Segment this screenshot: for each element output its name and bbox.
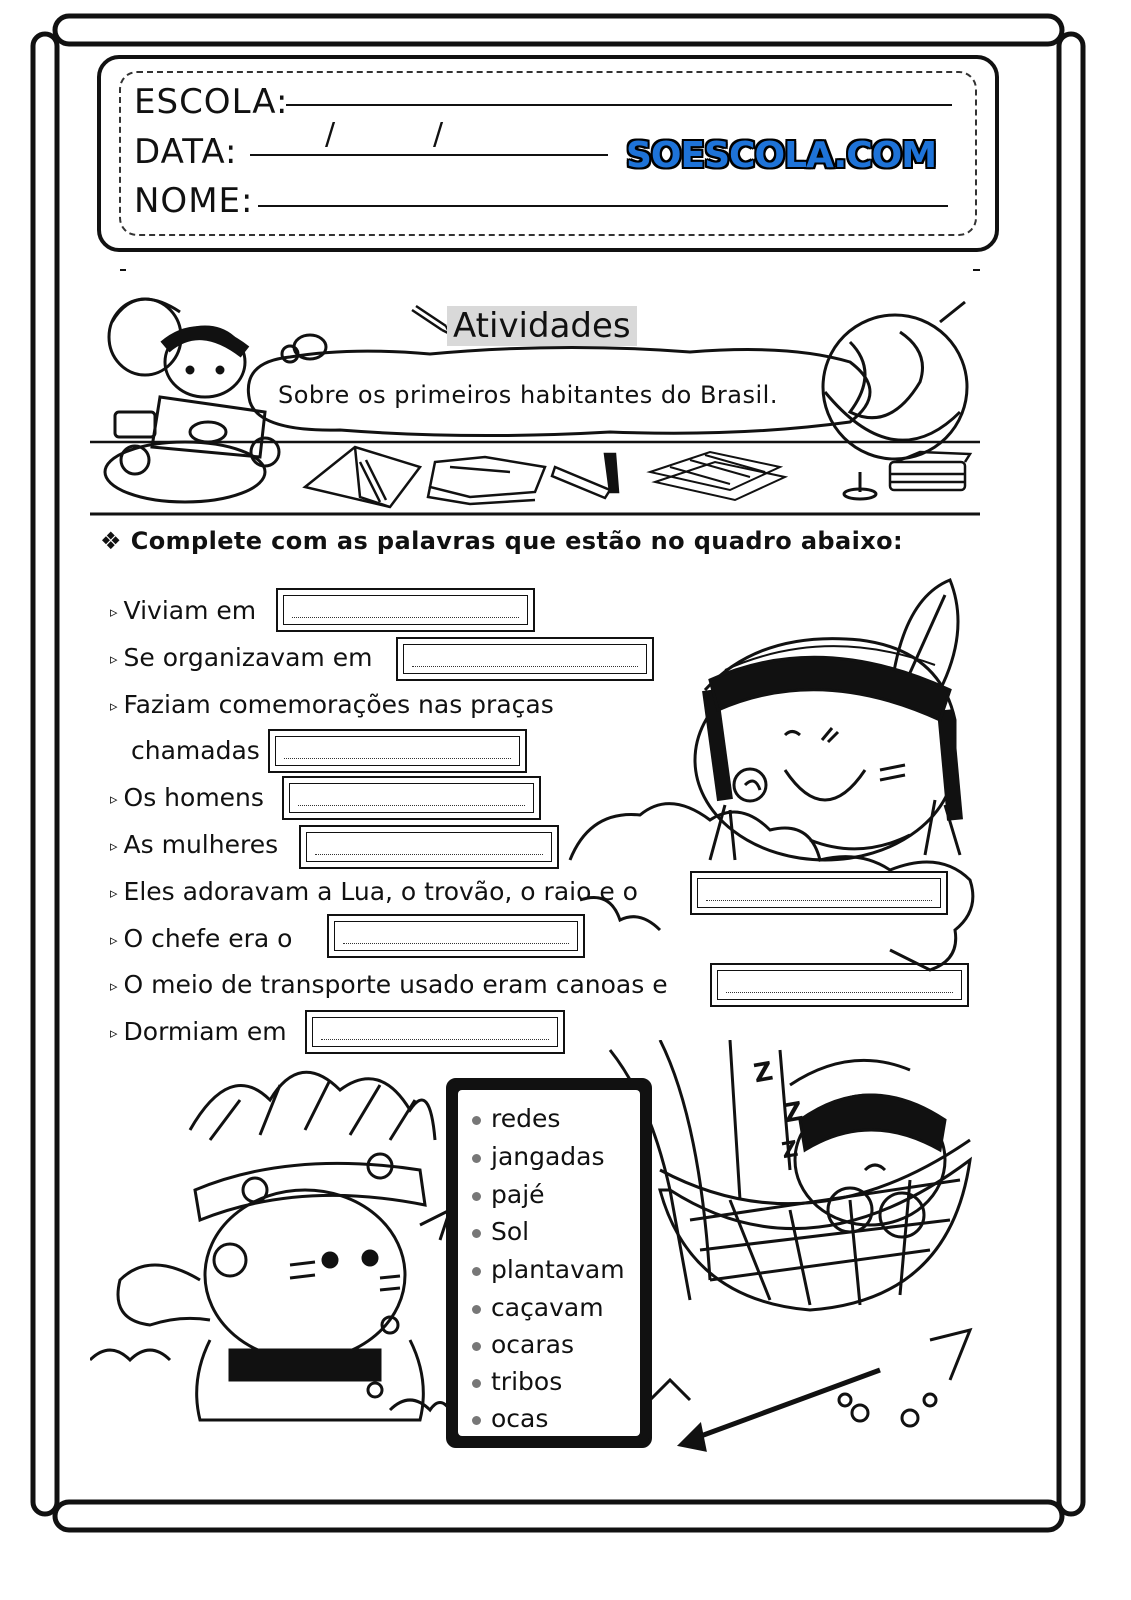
sleep-z-1: Z [751, 1056, 776, 1090]
papers-icon [650, 452, 785, 500]
answer-box-1[interactable] [276, 588, 535, 632]
pencil-icon [412, 306, 450, 334]
book-icon [305, 447, 420, 507]
nome-label: NOME: [134, 181, 254, 221]
dot-icon [472, 1116, 481, 1125]
dot-icon [472, 1305, 481, 1314]
triangle-bullet-icon: ▹ [110, 884, 118, 902]
word-bank-item: jangadas [472, 1142, 605, 1171]
answer-box-5[interactable] [299, 825, 559, 869]
word-bank-item: redes [472, 1104, 560, 1133]
question-7: ▹ O chefe era o [110, 924, 293, 953]
dot-icon [472, 1379, 481, 1388]
word-bank-panel [458, 1090, 640, 1436]
dot-icon [472, 1154, 481, 1163]
instruction-text: Complete com as palavras que estão no quadro abaixo: [130, 527, 903, 555]
data-separator-1: / [325, 117, 337, 152]
children-reading-icon [105, 299, 279, 502]
escola-label: ESCOLA: [134, 82, 289, 122]
dot-icon [472, 1267, 481, 1276]
question-9: ▹ Dormiam em [110, 1017, 287, 1046]
word-bank-item: Sol [472, 1217, 529, 1246]
question-3: ▹ Faziam comemorações nas praças [110, 690, 554, 719]
triangle-bullet-icon: ▹ [110, 790, 118, 808]
word-bank-item: plantavam [472, 1255, 625, 1284]
question-6: ▹ Eles adoravam a Lua, o trovão, o raio e o [110, 877, 638, 906]
question-3-continuation: chamadas [131, 736, 260, 765]
triangle-bullet-icon: ▹ [110, 697, 118, 715]
sleep-z-2: Z [781, 1096, 806, 1130]
answer-box-2[interactable] [396, 637, 654, 681]
banner-subtitle: Sobre os primeiros habitantes do Brasil. [278, 381, 778, 409]
data-separator-2: / [433, 117, 445, 152]
data-field[interactable] [250, 154, 608, 156]
instruction [100, 527, 903, 555]
triangle-bullet-icon: ▹ [110, 931, 118, 949]
crayons-icon [552, 454, 618, 498]
dot-icon [472, 1416, 481, 1425]
site-logo: SOESCOLA.COM [626, 135, 937, 176]
banner-title: Atividades [447, 306, 637, 346]
diamond-bullet-icon: ❖ [100, 527, 122, 555]
triangle-bullet-icon: ▹ [110, 837, 118, 855]
word-bank [446, 1078, 652, 1448]
escola-field[interactable] [286, 104, 952, 106]
question-4: ▹ Os homens [110, 783, 264, 812]
nome-field[interactable] [258, 205, 948, 207]
answer-box-3[interactable] [268, 729, 527, 773]
data-label: DATA: [134, 132, 238, 172]
triangle-bullet-icon: ▹ [110, 603, 118, 621]
word-bank-item: tribos [472, 1367, 562, 1396]
answer-box-7[interactable] [327, 914, 585, 958]
question-2: ▹ Se organizavam em [110, 643, 373, 672]
answer-box-4[interactable] [282, 776, 541, 820]
word-bank-item: caçavam [472, 1293, 604, 1322]
triangle-bullet-icon: ▹ [110, 1024, 118, 1042]
question-5: ▹ As mulheres [110, 830, 279, 859]
answer-box-6[interactable] [690, 871, 948, 915]
word-bank-item: ocas [472, 1404, 548, 1433]
question-8: ▹ O meio de transporte usado eram canoas e [110, 970, 668, 999]
dot-icon [472, 1342, 481, 1351]
answer-box-8[interactable] [710, 963, 969, 1007]
question-1: ▹ Viviam em [110, 596, 257, 625]
closed-book-icon [428, 457, 545, 504]
triangle-bullet-icon: ▹ [110, 650, 118, 668]
sleep-z-3: Z [779, 1136, 801, 1165]
dot-icon [472, 1192, 481, 1201]
word-bank-item: ocaras [472, 1330, 574, 1359]
globe-icon [823, 302, 967, 499]
dot-icon [472, 1229, 481, 1238]
word-bank-item: pajé [472, 1180, 545, 1209]
triangle-bullet-icon: ▹ [110, 977, 118, 995]
